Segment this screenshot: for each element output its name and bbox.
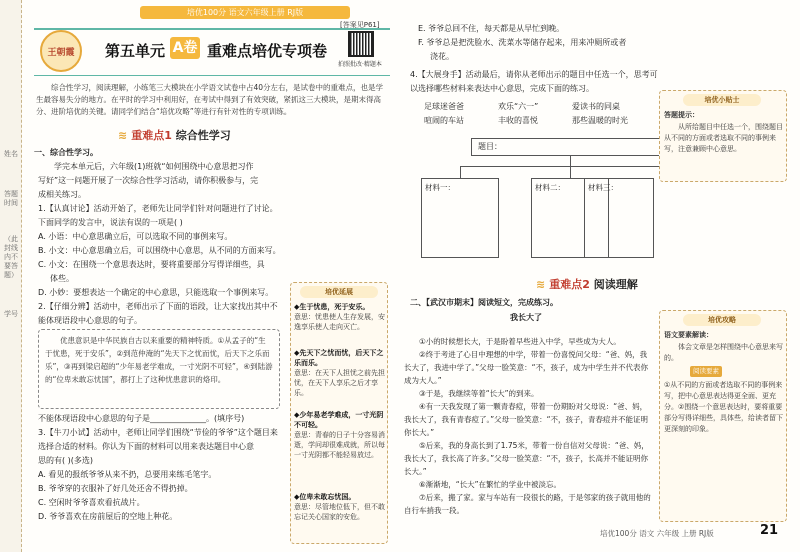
body-line[interactable]: 不能体现语段中心意思的句子是______________。(填序号): [38, 414, 245, 423]
connector-line: [460, 166, 461, 178]
question-2-heading: 二、【武汉市期末】阅读短文，完成练习。: [410, 298, 558, 307]
option-c: C. 空闲时爷爷喜欢看抗战片。: [38, 498, 145, 507]
strategy-subheading: 语文要素解读：: [664, 331, 713, 339]
section2-title: 阅读理解: [593, 278, 638, 291]
option-a: A. 看见的报纸爷爷从来不扔，总要用来练毛笔字。: [38, 470, 217, 479]
section1-title: 综合性学习: [175, 129, 231, 142]
topic-option[interactable]: 欢乐“六一”: [498, 102, 539, 111]
answer-reference: [答案见P61]: [340, 21, 380, 29]
quote-box: 优患意识是中华民族自古以来重要的精神特质。①从孟子的“生于忧患，死于安乐”，②到范仲淹的“先天下之忧而忧，后天下之乐而乐”，③再到梁启超的“少年易老学难成，一寸光阴不可轻”，④到陆游的“位卑未敢忘忧国”，都打上了这种忧患意识的烙印。: [38, 329, 280, 409]
tip-item: ◆生于忧患，死于安乐。 意思：忧患使人生存发展，安逸享乐使人走向灭亡。: [294, 303, 385, 331]
section1-heading: [118, 127, 231, 143]
extension-heading: 培优延展: [300, 286, 378, 298]
article-paragraph: ①小的时候想长大，于是盼着早些进入中学，早些成为大人。: [419, 337, 621, 346]
option-d: D. 爷爷喜欢在房前屋后的空地上种花。: [38, 512, 178, 521]
body-line: 能体现语段中心意思的句子。: [38, 316, 142, 325]
article-paragraph: ⑤后来，我的身高长到了1.75米，带着一份自信对父母说：“爸、妈，我长大了，我长高了许多。”父母一脸笑意：“不，孩子，长高并不能证明你长大。”: [404, 441, 649, 476]
page-footer: 培优100分 语文 六年级 上册 RJ版: [600, 529, 714, 538]
qr-code-icon[interactable]: [348, 31, 374, 57]
body-line: 3.【牛刀小试】活动中，老师让同学们围绕“节俭的爷爷”这个题目来: [38, 428, 278, 437]
page-title: 重难点培优专项卷: [207, 42, 328, 60]
topic-option[interactable]: 丰收的喜悦: [498, 116, 538, 125]
strategy-body-1: 体会文章是怎样围绕中心意思来写的。: [664, 343, 783, 362]
article-paragraph: ②终于考进了心目中理想的中学，带着一份喜悦问父母：“爸、妈，我长大了，我进中学了。”父母一脸笑意：“不，孩子，成为中学生并不代表你成为大人。”: [404, 350, 649, 385]
connector-line: [570, 156, 571, 166]
article-body: [404, 335, 654, 517]
body-line: 1.【认真讨论】活动开始了，老师先让同学们针对问题进行了讨论。: [38, 204, 278, 213]
body-line: 体些。: [50, 274, 74, 283]
body-line: 写好”这一问题开展了一次综合性学习活动，请你积极参与，完: [38, 176, 259, 185]
connector-line: [460, 166, 682, 167]
body-line: 选择合适的材料。你认为下面的材料可以用来表达题目中心意: [38, 442, 254, 451]
intro-paragraph: 综合性学习，阅读理解，小练笔三大模块在小学语文试卷中占40分左右，是试卷中的重难点，也是学生最容易失分的地方。在平时的学习中利用好，在考试中得到了有效突破，紧抓这三大模块，是期末得高分、进阶培优的关键。请同学们结合“培优攻略”等进行有针对性的专项训练。: [36, 83, 384, 116]
section2-label: 重难点2: [549, 278, 590, 291]
tips-body: 从所给题目中任选一个，围绕题目从不同的方面或者选取不同的事例来写，注意兼顾中心意思。: [664, 123, 783, 153]
option-a: A. 小语：中心意思确立后，可以选取不同的事例来写。: [38, 232, 233, 241]
binding-id-label: 学号: [4, 310, 18, 318]
unit-title: 第五单元: [105, 42, 166, 60]
option-b: B. 爷爷穿的衣服补了好几处还舍不得扔掉。: [38, 484, 193, 493]
material-box-3[interactable]: 材料三：: [584, 178, 654, 258]
article-paragraph: ④有一天我发现了第一颗青春痘，带着一份期盼对父母说：“爸、妈，我长大了，我有青春痘了。”父母一脸笑意：“不，孩子，青春痘并不能证明你长大。”: [404, 402, 649, 437]
diagram-title-box[interactable]: 题目：: [471, 138, 671, 156]
article-paragraph: ③于是，我继续等着“长大”的到来。: [419, 389, 539, 398]
paper-badge: A卷: [170, 37, 200, 59]
strategy-badge: [690, 366, 800, 377]
material-box-1[interactable]: 材料一：: [421, 178, 499, 258]
wave-icon: ≋: [536, 278, 546, 291]
body-line[interactable]: 思的有( )(多选): [38, 456, 94, 465]
section1-body: [38, 160, 288, 328]
body-line: 浇花。: [430, 52, 454, 61]
option-d: D. 小妙：要想表达一个确定的中心意思，只能选取一个事例来写。: [38, 288, 274, 297]
tips-heading: 培优小贴士: [683, 94, 761, 106]
tip-item: ◆先天下之忧而忧，后天下之乐而乐。 意思：在天下人担忧之前先担忧，在天下人享乐之后才享乐。: [294, 349, 385, 397]
article-paragraph: ⑥渐渐地，“长大”在繁忙的学业中被淡忘。: [419, 480, 561, 489]
body-line: 2.【仔细分辨】活动中，老师出示了下面的语段，让大家找出其中不: [38, 302, 278, 311]
question-4: 4.【大展身手】活动最后，请你从老师出示的题目中任选一个，思考可以选择哪些材料来表达中心意思，完成下面的练习。: [410, 70, 658, 93]
right-options: [418, 22, 658, 64]
section2-heading: [536, 276, 638, 292]
body-line: 下面同学的发言中，说法有误的一项是( ): [38, 218, 183, 227]
binding-warning: （此封线内不要答题）: [4, 235, 18, 279]
wave-icon: ≋: [118, 129, 128, 142]
topic-list: [424, 100, 654, 128]
option-e: E. 爷爷总回不住，每天都是从早忙到晚。: [418, 24, 565, 33]
section1-label: 重难点1: [131, 129, 172, 142]
series-banner: 培优100分 语文六年级上册 RJ版: [140, 6, 350, 19]
strategy-heading: 培优攻略: [683, 314, 761, 326]
page-number: 21: [760, 523, 779, 538]
binding-time-label: 答题时间: [4, 190, 18, 207]
option-c: C. 小文：在围绕一个意思表达时，要将重要部分写得详细些，具: [38, 260, 265, 269]
section1-body-2: [38, 412, 288, 524]
element-badge: 阅读要素: [690, 366, 722, 377]
material-box-2[interactable]: 材料二：: [531, 178, 609, 258]
brand-logo: 王朝霞: [40, 30, 82, 72]
binding-margin: [0, 0, 22, 552]
connector-line: [570, 166, 571, 178]
option-f: F. 爷爷总是把洗脸水、洗菜水等储存起来，用来冲厕所或者: [418, 38, 627, 47]
topic-option[interactable]: 爱读书的同桌: [572, 102, 620, 111]
topic-option[interactable]: 那些温暖的时光: [572, 116, 628, 125]
tip-item: ◆少年易老学难成，一寸光阴不可轻。 意思：青春的日子十分容易消逝，学问却很难成就，所以每一寸光阴都不能轻易放过。: [294, 411, 385, 459]
topic-option[interactable]: 喧闹的车站: [424, 116, 464, 125]
tip-item: ◆位卑未敢忘忧国。 意思：尽管地位低下，但不敢忘记关心国家的安危。: [294, 493, 385, 521]
option-b: B. 小文：中心意思确立后，可以围绕中心意思，从不同的方面来写。: [38, 246, 281, 255]
qr-caption: 拍照批改·精题本: [338, 61, 382, 68]
body-line: 学完本单元后，六年级(1)班就“如何围绕中心意思把习作: [54, 162, 254, 171]
topic-option[interactable]: 足球迷爸爸: [424, 102, 464, 111]
article-title: 我长大了: [510, 313, 542, 322]
tips-subheading: 答题提示：: [664, 111, 699, 119]
article-paragraph: ⑦后来，搬了家。家与车站有一段很长的路，于是邻家的孩子就用他的自行车捎我一段。: [404, 493, 651, 515]
strategy-body-2: ①从不同的方面或者选取不同的事例来写，把中心意思表达得更全面、更充分。②围绕一个意思表达时，要将重要部分写得详细些，具体些，给读者留下更深刻的印象。: [664, 381, 783, 433]
question-1-heading: 一、综合性学习。: [34, 148, 98, 157]
body-line: 成相关练习。: [38, 190, 86, 199]
binding-name-label: 姓名: [4, 150, 18, 158]
